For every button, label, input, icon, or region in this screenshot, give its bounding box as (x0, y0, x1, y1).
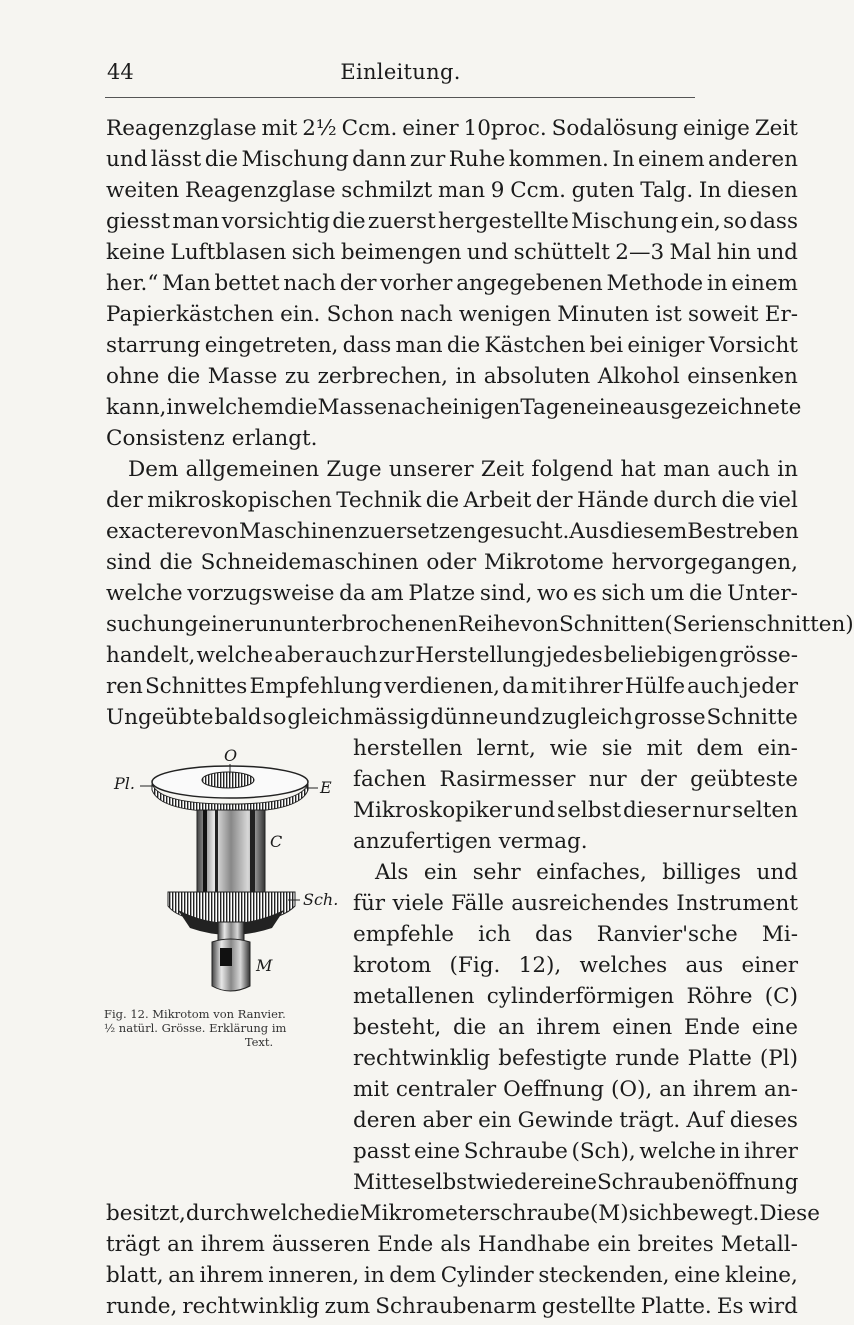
text-line: sind die Schneidemaschinen oder Mikrotome hervorgegangen, (106, 550, 798, 575)
text-line: deren aber ein Gewinde trägt. Auf dieses (353, 1108, 798, 1133)
text-line: fachen Rasirmesser nur der geübteste (353, 767, 798, 792)
text-line: weiten Reagenzglase schmilzt man 9 Ccm. guten Talg. In diesen (106, 178, 798, 203)
text-line: trägt an ihrem äusseren Ende als Handhabe ein breites Metall- (106, 1232, 798, 1257)
text-line: ohne die Masse zu zerbrechen, in absoluten Alkohol einsenken (106, 364, 798, 389)
label-e: E (320, 778, 332, 797)
caption-line: Text. (244, 1035, 274, 1049)
text-line: Mitte selbst wieder eine Schraubenöffnung (353, 1170, 799, 1195)
text-line: runde, rechtwinklig zum Schraubenarm gestellte Platte. Es wird (106, 1294, 798, 1319)
text-line: Dem allgemeinen Zuge unserer Zeit folgend hat man auch in (128, 457, 798, 482)
running-head: Einleitung. (340, 60, 461, 84)
text-line: Consistenz erlangt. (106, 426, 318, 451)
text-line: rechtwinklig befestigte runde Platte (Pl) (353, 1046, 798, 1071)
label-o: O (224, 746, 238, 765)
page-number: 44 (107, 60, 134, 84)
caption-line: ½ natürl. Grösse. Erklärung im (104, 1021, 287, 1035)
text-line: mit centraler Oeffnung (O), an ihrem an- (353, 1077, 798, 1102)
text-line: Als ein sehr einfaches, billiges und (375, 860, 798, 885)
text-line: handelt, welche aber auch zur Herstellung jedes beliebigen grösse- (106, 643, 798, 668)
text-line: besteht, die an ihrem einen Ende eine (353, 1015, 798, 1040)
text-line: Mikroskopiker und selbst dieser nur selten (353, 798, 798, 823)
text-line: Reagenzglase mit 2½ Ccm. einer 10proc. Sodalösung einige Zeit (106, 116, 798, 141)
text-line: suchung einer ununterbrochenen Reihe von Schnitten (Serienschnitten) (106, 612, 854, 637)
text-line: keine Luftblasen sich beimengen und schüttelt 2—3 Mal hin und (106, 240, 798, 265)
text-line: für viele Fälle ausreichendes Instrument (353, 891, 798, 916)
text-line: Ungeübte bald so gleichmässig dünne und zugleich grosse Schnitte (106, 705, 798, 730)
text-line: ren Schnittes Empfehlung verdienen, da mit ihrer Hülfe auch jeder (106, 674, 798, 699)
header-rule (105, 97, 695, 98)
text-line: und lässt die Mischung dann zur Ruhe kommen. In einem anderen (106, 147, 798, 172)
label-c: C (270, 832, 283, 851)
text-line: welche vorzugsweise da am Platze sind, wo es sich um die Unter- (106, 581, 798, 606)
text-line: anzufertigen vermag. (353, 829, 588, 854)
text-line: starrung eingetreten, dass man die Kästchen bei einiger Vorsicht (106, 333, 798, 358)
label-m: M (256, 956, 273, 975)
text-line: passt eine Schraube (Sch), welche in ihrer (353, 1139, 798, 1164)
label-sch: Sch. (303, 890, 339, 909)
text-line: metallenen cylinderförmigen Röhre (C) (353, 984, 798, 1009)
figure-microtome (100, 746, 350, 1000)
figure-caption (104, 1007, 354, 1049)
text-line: besitzt, durch welche die Mikrometerschraube (M) sich bewegt. Diese (106, 1201, 820, 1226)
caption-line: Fig. 12. Mikrotom von Ranvier. (104, 1007, 286, 1021)
text-line: kann, in welchem die Masse nach einigen Tagen eine ausgezeichnete (106, 395, 802, 420)
page-header (0, 60, 801, 94)
text-line: herstellen lernt, wie sie mit dem ein- (353, 736, 798, 761)
text-line: giesst man vorsichtig die zuerst hergestellte Mischung ein, so dass (106, 209, 798, 234)
text-line: her.“ Man bettet nach der vorher angegebenen Methode in einem (106, 271, 798, 296)
label-pl: Pl. (114, 774, 135, 793)
text-line: der mikroskopischen Technik die Arbeit der Hände durch die viel (106, 488, 798, 513)
microtome-illustration (100, 760, 350, 1000)
text-line: exactere von Maschinen zu ersetzen gesucht. Aus diesem Bestreben (106, 519, 799, 544)
text-line: empfehle ich das Ranvier'sche Mi- (353, 922, 798, 947)
text-line: krotom (Fig. 12), welches aus einer (353, 953, 798, 978)
text-line: Papierkästchen ein. Schon nach wenigen Minuten ist soweit Er- (106, 302, 798, 327)
text-line: blatt, an ihrem inneren, in dem Cylinder steckenden, eine kleine, (106, 1263, 798, 1288)
